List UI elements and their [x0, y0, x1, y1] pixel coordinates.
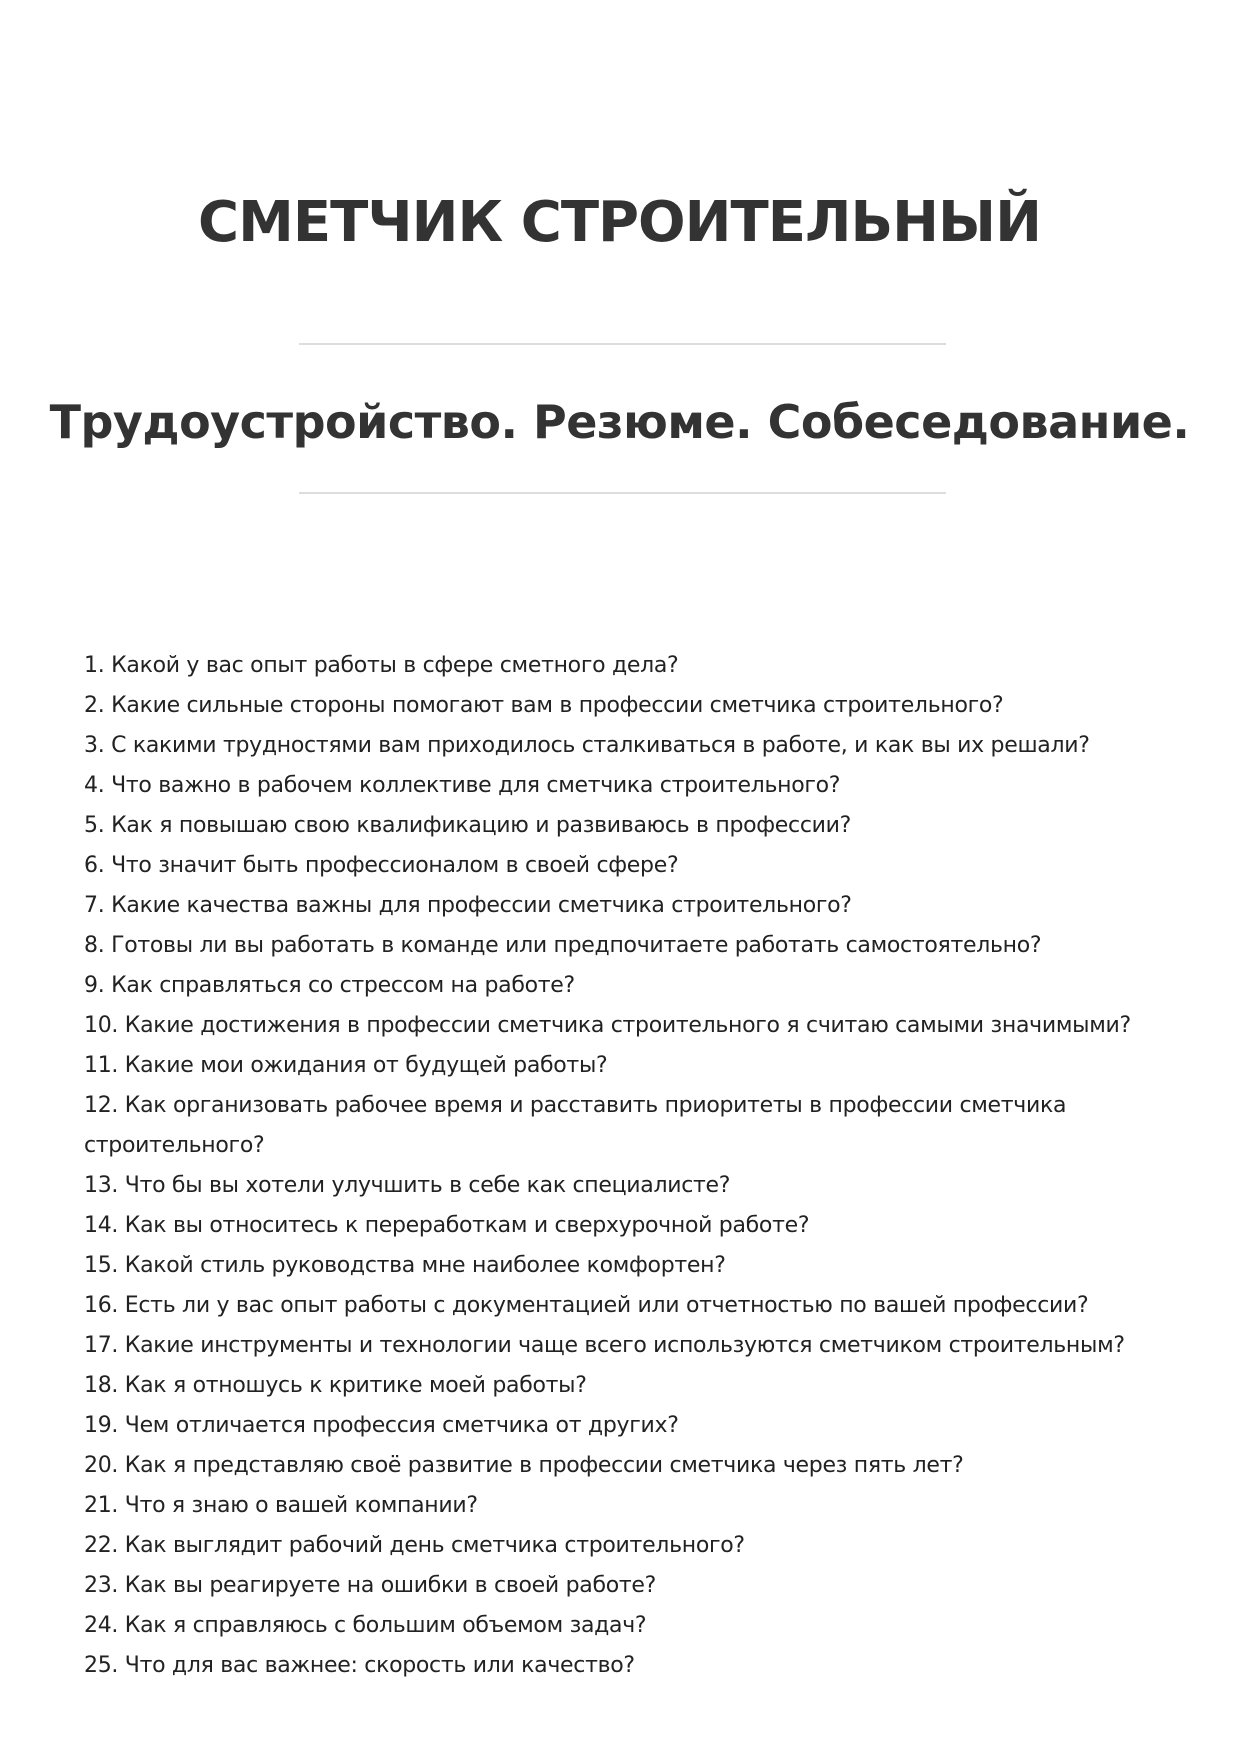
- divider-top: [299, 343, 946, 345]
- question-item: 18. Как я отношусь к критике моей работы?: [84, 1373, 587, 1398]
- question-item: 2. Какие сильные стороны помогают вам в профессии сметчика строительного?: [84, 693, 1004, 718]
- question-item: 5. Как я повышаю свою квалификацию и развиваюсь в профессии?: [84, 813, 851, 838]
- question-list: [84, 646, 1169, 1686]
- question-item: 4. Что важно в рабочем коллективе для сметчика строительного?: [84, 773, 841, 798]
- divider-bottom: [299, 492, 946, 494]
- question-item: 14. Как вы относитесь к переработкам и сверхурочной работе?: [84, 1213, 810, 1238]
- question-item: 13. Что бы вы хотели улучшить в себе как специалисте?: [84, 1173, 731, 1198]
- question-item: 19. Чем отличается профессия сметчика от других?: [84, 1413, 679, 1438]
- question-item: 6. Что значит быть профессионалом в своей сфере?: [84, 853, 679, 878]
- document-subtitle: Трудоустройство. Резюме. Собеседование.: [49, 395, 1190, 449]
- question-item: 24. Как я справляюсь с большим объемом задач?: [84, 1613, 647, 1638]
- question-item: 16. Есть ли у вас опыт работы с документацией или отчетностью по вашей профессии?: [84, 1293, 1089, 1318]
- question-item: 25. Что для вас важнее: скорость или качество?: [84, 1653, 635, 1678]
- question-item: 7. Какие качества важны для профессии сметчика строительного?: [84, 893, 852, 918]
- question-item: 20. Как я представляю своё развитие в профессии сметчика через пять лет?: [84, 1453, 964, 1478]
- question-item: 22. Как выглядит рабочий день сметчика строительного?: [84, 1533, 745, 1558]
- question-item: 21. Что я знаю о вашей компании?: [84, 1493, 478, 1518]
- document-title: СМЕТЧИК СТРОИТЕЛЬНЫЙ: [198, 190, 1041, 255]
- question-item: 8. Готовы ли вы работать в команде или предпочитаете работать самостоятельно?: [84, 933, 1042, 958]
- question-item: 9. Как справляться со стрессом на работе?: [84, 973, 575, 998]
- question-item: 1. Какой у вас опыт работы в сфере сметного дела?: [84, 653, 679, 678]
- question-item: 15. Какой стиль руководства мне наиболее комфортен?: [84, 1253, 726, 1278]
- question-item: 11. Какие мои ожидания от будущей работы?: [84, 1053, 608, 1078]
- question-item: 3. С какими трудностями вам приходилось сталкиваться в работе, и как вы их решали?: [84, 733, 1090, 758]
- question-item: 23. Как вы реагируете на ошибки в своей работе?: [84, 1573, 656, 1598]
- question-item: 17. Какие инструменты и технологии чаще всего используются сметчиком строительным?: [84, 1333, 1125, 1358]
- question-item: 12. Как организовать рабочее время и расставить приоритеты в профессии сметчика строительного?: [84, 1093, 1067, 1158]
- question-item: 10. Какие достижения в профессии сметчика строительного я считаю самыми значимыми?: [84, 1013, 1131, 1038]
